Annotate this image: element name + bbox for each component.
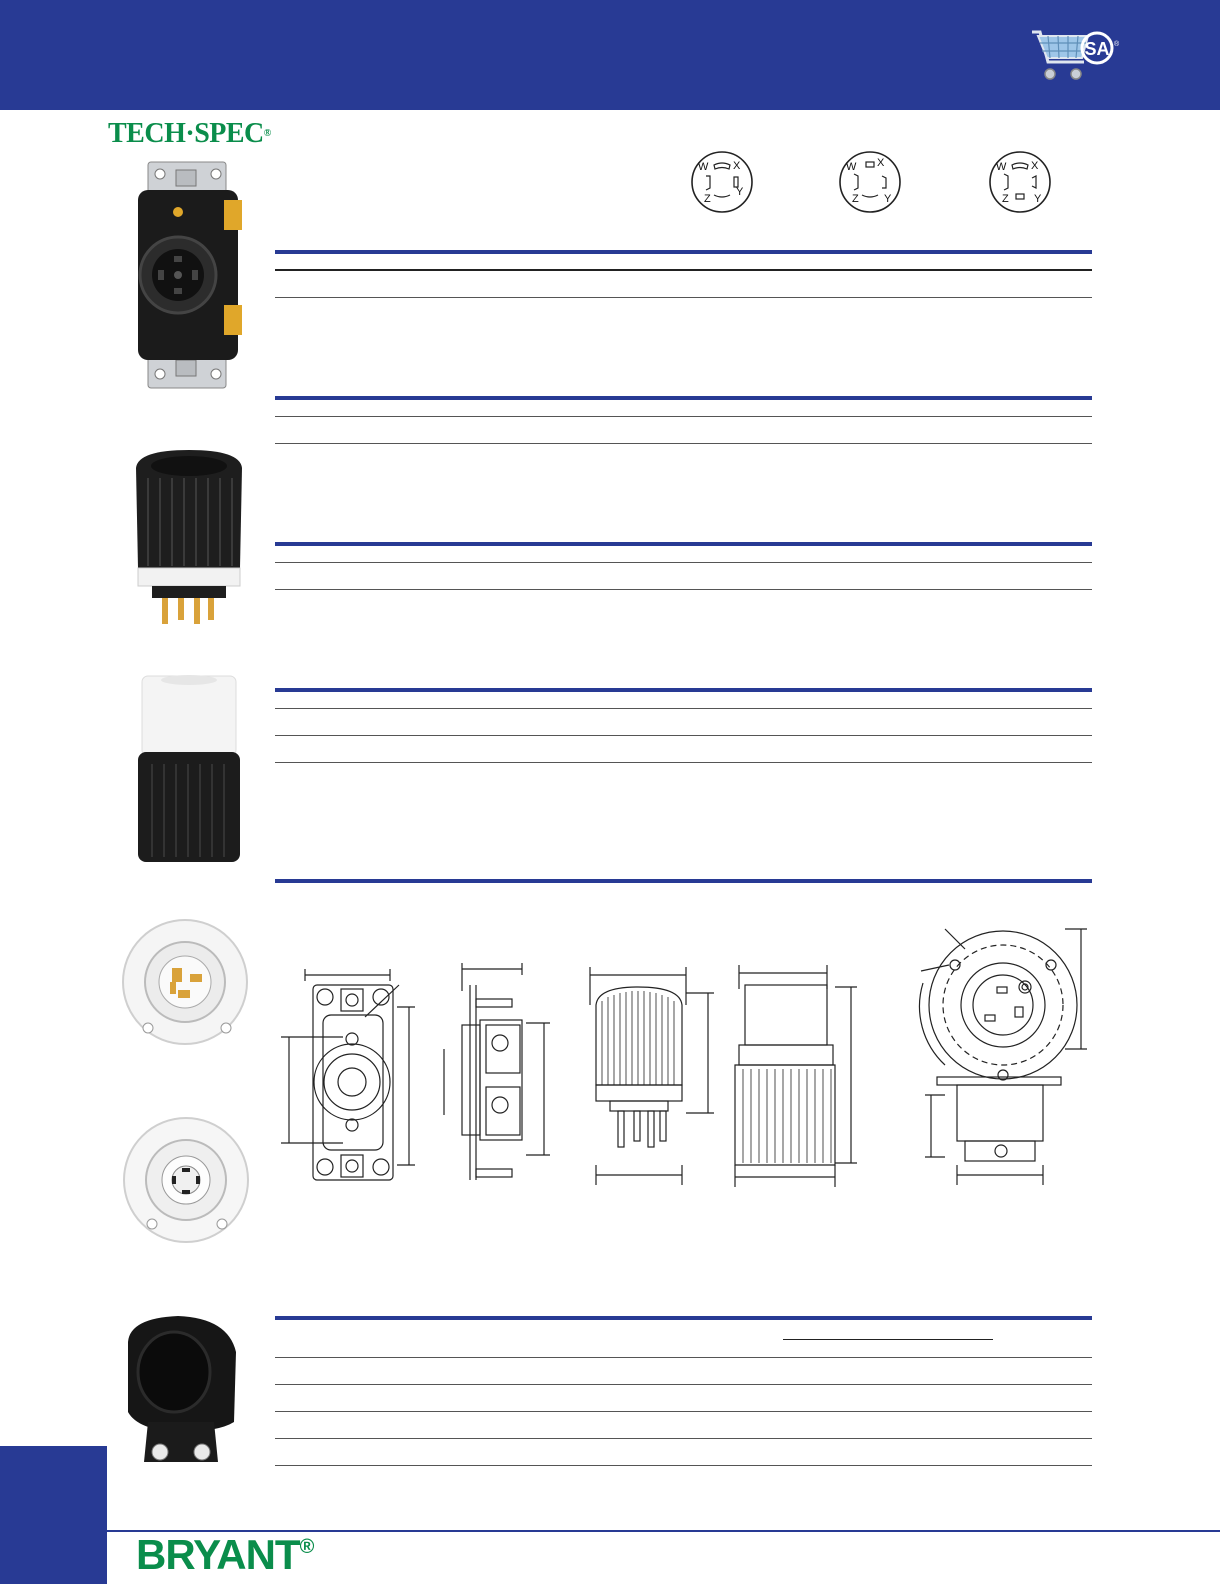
wiring-config-diagram-2 bbox=[838, 150, 902, 214]
table-5-row-rule-1 bbox=[275, 1384, 1092, 1385]
angle-cover-photo bbox=[118, 1312, 250, 1472]
plug-dimension-drawing bbox=[590, 965, 730, 1195]
wiring-config-diagram-1 bbox=[690, 150, 754, 214]
config-3-label-z: Z bbox=[1002, 193, 1009, 205]
table-5-header-rule bbox=[275, 1357, 1092, 1358]
connector-dimension-drawing bbox=[735, 965, 875, 1195]
config-2-label-w: W bbox=[846, 161, 857, 173]
table-2-header-rule bbox=[275, 416, 1092, 417]
table-4-row-rule-2 bbox=[275, 762, 1092, 763]
locking-receptacle-photo bbox=[130, 160, 250, 390]
config-2-label-x: X bbox=[877, 157, 885, 169]
receptacle-front-dimension-drawing bbox=[285, 965, 425, 1195]
wiring-config-diagram-3 bbox=[988, 150, 1052, 214]
table-1-header-rule bbox=[275, 269, 1092, 271]
config-2-label-z: Z bbox=[852, 193, 859, 205]
table-5-row-rule-3 bbox=[275, 1438, 1092, 1439]
receptacle-side-dimension-drawing bbox=[440, 965, 565, 1195]
config-1-label-w: W bbox=[698, 161, 709, 173]
config-1-label-x: X bbox=[733, 160, 741, 172]
config-2-label-y: Y bbox=[884, 193, 892, 205]
table-5-group-rule bbox=[783, 1339, 993, 1340]
config-3-label-y: Y bbox=[1034, 193, 1042, 205]
csa-mark-text: SA bbox=[1084, 39, 1110, 59]
flanged-receptacle-photo bbox=[116, 1108, 256, 1258]
table-3-header-rule bbox=[275, 562, 1092, 563]
dimensions-top-rule bbox=[275, 879, 1092, 883]
config-1-label-z: Z bbox=[704, 193, 711, 205]
table-3-top-rule bbox=[275, 542, 1092, 546]
table-2-row-rule bbox=[275, 443, 1092, 444]
config-3-label-x: X bbox=[1031, 160, 1039, 172]
csa-reg-mark: ® bbox=[1114, 41, 1120, 48]
table-1-top-rule bbox=[275, 250, 1092, 254]
flanged-inlet-photo bbox=[118, 910, 253, 1060]
bryant-reg-mark: ® bbox=[299, 1536, 314, 1558]
locking-plug-photo bbox=[128, 448, 250, 628]
table-4-row-rule-1 bbox=[275, 735, 1092, 736]
config-1-label-y: Y bbox=[736, 186, 744, 198]
locking-connector-photo bbox=[134, 672, 244, 872]
table-4-header-rule bbox=[275, 708, 1092, 709]
config-3-label-w: W bbox=[996, 161, 1007, 173]
footer-side-band bbox=[0, 1446, 107, 1584]
tech-spec-reg-mark: ® bbox=[263, 128, 271, 139]
tech-spec-logo bbox=[108, 118, 271, 150]
table-2-top-rule bbox=[275, 396, 1092, 400]
table-3-row-rule bbox=[275, 589, 1092, 590]
table-5-row-rule-4 bbox=[275, 1465, 1092, 1466]
flanged-receptacle-dimension-drawing bbox=[905, 925, 1095, 1195]
table-5-row-rule-2 bbox=[275, 1411, 1092, 1412]
bryant-logo bbox=[136, 1532, 313, 1578]
table-5-top-rule bbox=[275, 1316, 1092, 1320]
bryant-logo-text: BRYANT bbox=[136, 1531, 300, 1578]
table-1-row-rule bbox=[275, 297, 1092, 298]
csa-mark-icon bbox=[1080, 30, 1120, 70]
tech-spec-logo-text: TECH·SPEC bbox=[108, 118, 264, 149]
table-4-top-rule bbox=[275, 688, 1092, 692]
